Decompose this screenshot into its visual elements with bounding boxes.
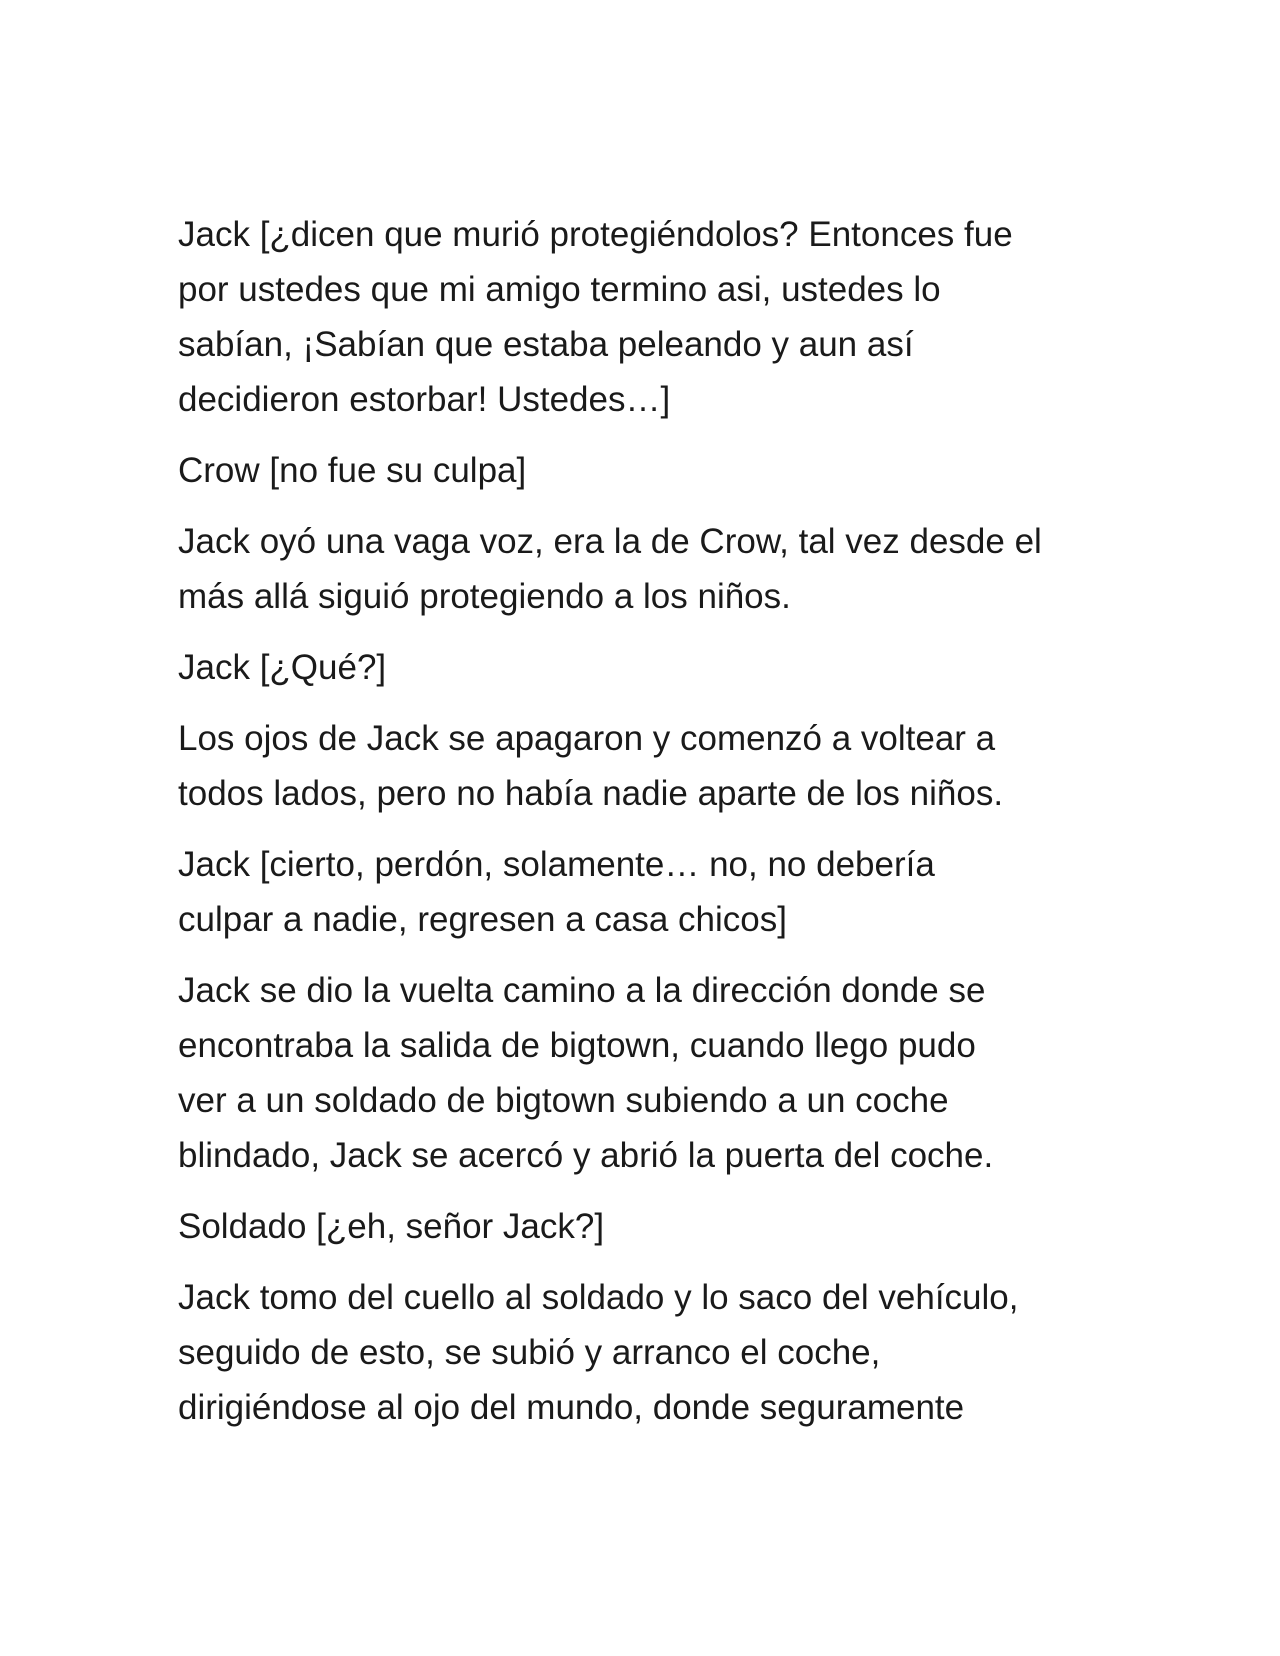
- paragraph: [178, 711, 1118, 821]
- text-line: Jack [¿dicen que murió protegiéndolos? Entonces fue: [178, 215, 1013, 254]
- text-line: ver a un soldado de bigtown subiendo a un coche: [178, 1081, 949, 1120]
- text-line: Los ojos de Jack se apagaron y comenzó a voltear a: [178, 719, 996, 758]
- text-line: blindado, Jack se acercó y abrió la puerta del coche.: [178, 1136, 994, 1175]
- paragraph: [178, 1199, 1118, 1254]
- text-line: encontraba la salida de bigtown, cuando llego pudo: [178, 1026, 976, 1065]
- text-line: culpar a nadie, regresen a casa chicos]: [178, 900, 787, 939]
- text-line: Jack tomo del cuello al soldado y lo saco del vehículo,: [178, 1278, 1019, 1317]
- paragraph: [178, 443, 1118, 498]
- paragraph: [178, 1270, 1118, 1435]
- text-line: decidieron estorbar! Ustedes…]: [178, 380, 671, 419]
- body-text: [178, 207, 1118, 1451]
- text-line: seguido de esto, se subió y arranco el coche,: [178, 1333, 881, 1372]
- text-line: Soldado [¿eh, señor Jack?]: [178, 1207, 605, 1246]
- text-line: Crow [no fue su culpa]: [178, 451, 527, 490]
- text-line: Jack [cierto, perdón, solamente… no, no debería: [178, 845, 935, 884]
- paragraph: [178, 514, 1118, 624]
- text-line: más allá siguió protegiendo a los niños.: [178, 577, 791, 616]
- paragraph: [178, 963, 1118, 1183]
- paragraph: [178, 640, 1118, 695]
- paragraph: [178, 207, 1118, 427]
- text-line: todos lados, pero no había nadie aparte de los niños.: [178, 774, 1004, 813]
- text-line: Jack oyó una vaga voz, era la de Crow, tal vez desde el: [178, 522, 1042, 561]
- paragraph: [178, 837, 1118, 947]
- text-line: dirigiéndose al ojo del mundo, donde seguramente: [178, 1388, 965, 1427]
- text-line: por ustedes que mi amigo termino asi, ustedes lo: [178, 270, 941, 309]
- text-line: Jack se dio la vuelta camino a la dirección donde se: [178, 971, 986, 1010]
- text-line: Jack [¿Qué?]: [178, 648, 387, 687]
- text-line: sabían, ¡Sabían que estaba peleando y aun así: [178, 325, 914, 364]
